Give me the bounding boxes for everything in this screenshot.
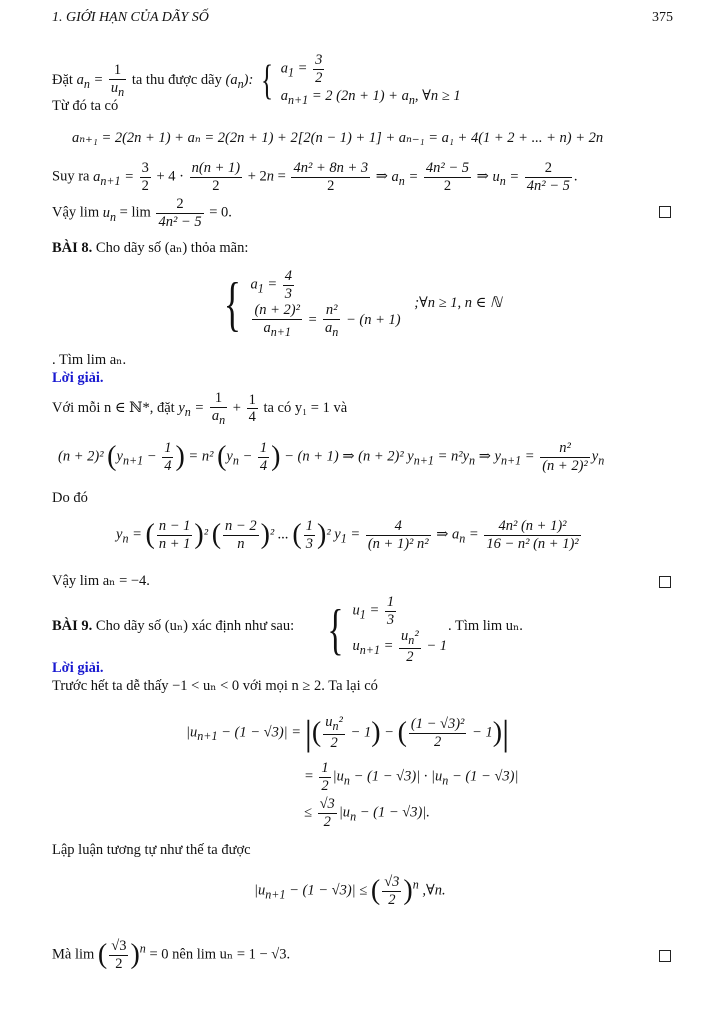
equation-y-recurrence: (n + 2)² ($y_{n+1}$ − $\frac{1}{4}$ ) = n² ($y_n$ − $\frac{1}{4}$ ) − (n + 1) ⇒ (n + 2)² $y_{n+1} = n^2y_n$ ⇒ $y_{n+1}$ = $\frac{\text{n²}}{\text{(n + 2)²}}$ $y_n$ [58, 440, 605, 474]
text-lap-luan: Lập luận tương tự như thế ta được [52, 842, 251, 858]
problem-9: BÀI 9. Cho dãy số (uₙ) xác định như sau: [52, 618, 295, 634]
chapter-header: 1. GIỚI HẠN CỦA DÃY SỐ [52, 10, 209, 25]
problem-8-system: { $a_1$ = $\frac{4}{3}$ $\frac{\text{(n + 2)²}}{a_{n+1}}$ = $\frac{\text{n²}}{a_n}$ − (n + 1) ;∀n ≥ 1, n ∈ ℕ [223, 268, 502, 339]
problem-9-system: { $u_1$ = $\frac{1}{3}$ $u_{n+1}$ = $\frac{u_n^2}{2}$ − 1 [327, 594, 447, 666]
equation-estimate-1: $|u_{n+1} - (1 - √3)|$ = |( $\frac{u_n^2}{2}$ − 1) − ( $\frac{\text{(1 − √3)²}}{2}$ − 1)| [186, 713, 510, 753]
problem-8: BÀI 8. Cho dãy số (aₙ) thỏa mãn: [52, 240, 249, 256]
equation-estimate-3: ≤ $\frac{√3}{2}$ $|u_n - (1 - √3)|$. [304, 796, 430, 830]
find-limit-9: . Tìm lim uₙ. [448, 618, 523, 634]
conclusion-8: Vậy lim aₙ = −4. [52, 573, 150, 589]
definition-line: Đặt $a_n$ = $\frac{1}{u_n}$ ta thu được dãy $(a_n)$: { $a_1$ = $\frac{3}{2}$ $a_{n+1} = 2$ $(2n + 1) + a_n$, ∀n ≥ 1 [52, 52, 461, 108]
conclusion-1: Vậy $\lim u_n = \lim$ $\frac{2}{\text{4n² − 5}}$ = 0. [52, 196, 232, 230]
text-do-do: Do đó [52, 490, 88, 506]
qed-box [659, 576, 671, 588]
substitution-line: Với mỗi n ∈ ℕ*, đặt $y_n$ = $\frac{1}{a_n}$ + $\frac{1}{4}$ ta có y₁ = 1 và [52, 390, 348, 427]
text-tu-do: Từ đó ta có [52, 98, 119, 114]
equation-estimate-2: = $\frac{1}{2}$ $|u_n - (1 - √3)| \cdot |u_n - (1 - √3)|$ [304, 760, 519, 794]
equation-product: $y_n$ = ( $\frac{n - 1}{n + 1}$ )² ( $\frac{n - 2}{n}$ )² ... ( $\frac{1}{3}$ )² $y_1$ = $\frac{4}{\text{(n + 1)² n²}}$ ⇒ $a_n$ = $\frac{\text{4n² (n + 1)²}}{\text{16 − n² (n + 1)²}}$ [116, 518, 579, 552]
equation-suy-ra: Suy ra $a_{n+1}$ = $\frac{3}{2}$ + 4 · $\frac{n(n + 1)}{2}$ + 2n = $\frac{\text{4n² + 8n + 3}}{2}$ ⇒ $a_n$ = $\frac{\text{4n² − 5}}{2}$ ⇒ $u_n$ = $\frac{2}{\text{4n² − 5}}$ . [52, 160, 578, 194]
solution-heading-8: Lời giải. [52, 370, 104, 386]
find-limit-8: . Tìm lim aₙ. [52, 352, 127, 368]
final-conclusion: Mà lim ( $\frac{√3}{2}$ )$^n$ = 0 nên lim uₙ = 1 − √3. [52, 938, 291, 972]
solution-heading-9: Lời giải. [52, 660, 104, 676]
text-truoc-het: Trước hết ta dễ thấy −1 < uₙ < 0 với mọi n ≥ 2. Ta lại có [52, 678, 378, 694]
page-number: 375 [652, 10, 673, 25]
qed-box [659, 950, 671, 962]
equation-recurrence: aₙ₊₁ = 2(2n + 1) + aₙ = 2(2n + 1) + 2[2(n − 1) + 1] + aₙ₋₁ = a₁ + 4(1 + 2 + ... + n) + 2n [72, 130, 604, 146]
qed-box [659, 206, 671, 218]
equation-bound: $|u_{n+1} - (1 - √3)|$ ≤ ( $\frac{√3}{2}$ )$^n$ ,∀n. [254, 874, 446, 908]
